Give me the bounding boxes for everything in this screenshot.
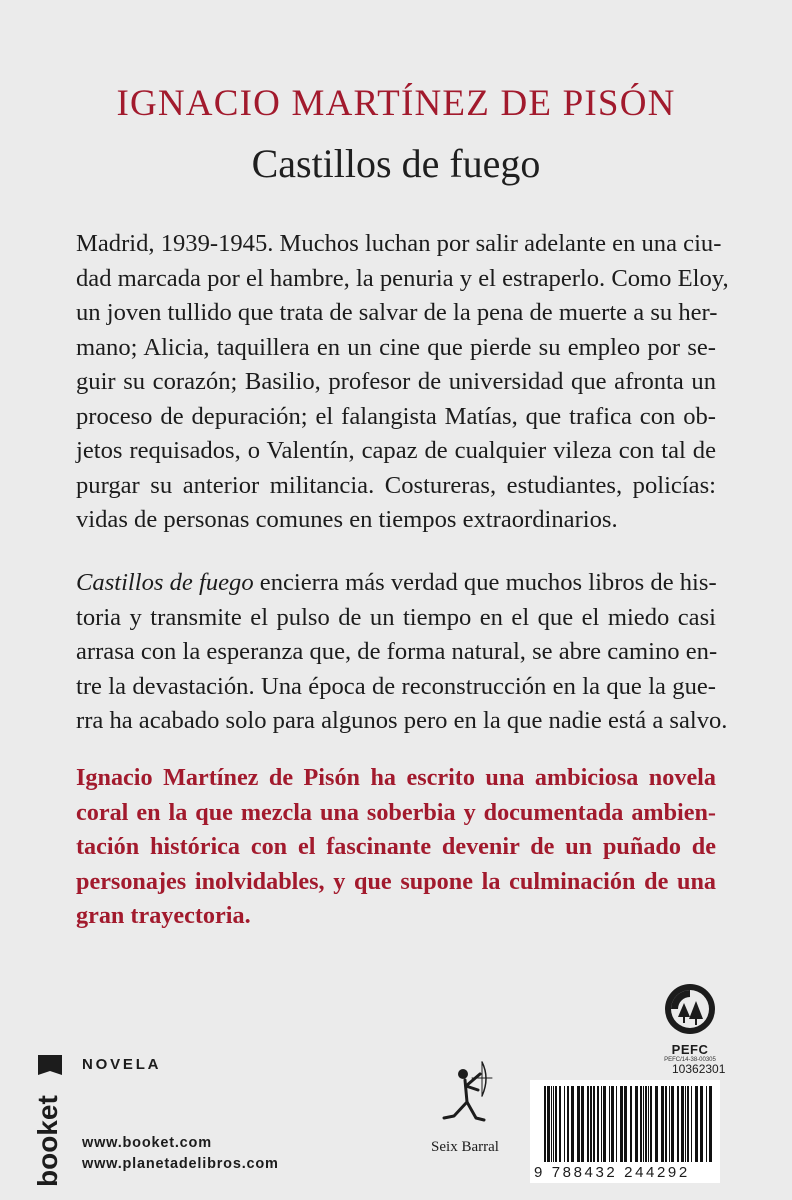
- barcode-bar: [611, 1086, 614, 1162]
- barcode-bar: [571, 1086, 574, 1162]
- barcode-bar: [665, 1086, 667, 1162]
- barcode-bar: [650, 1086, 652, 1162]
- barcode-bar: [620, 1086, 623, 1162]
- book-title: Castillos de fuego: [251, 141, 541, 186]
- barcode-bar: [700, 1086, 703, 1162]
- booket-logo: [28, 1045, 66, 1193]
- barcode-bar: [616, 1086, 617, 1162]
- barcode-bar: [661, 1086, 664, 1162]
- barcode-bar: [635, 1086, 638, 1162]
- synopsis-line: dad marcada por el hambre, la penuria y el estraperlo. Como Eloy,: [76, 264, 729, 292]
- publisher-logo: [410, 1056, 520, 1156]
- barcode-bar: [551, 1086, 552, 1162]
- barcode-bar: [640, 1086, 642, 1162]
- synopsis-line: purgar su anterior militancia. Costureras, estudiantes, policías:: [76, 471, 716, 499]
- highlight-line: tación histórica con el fascinante devenir de un puñado de: [76, 833, 716, 860]
- barcode-bar: [706, 1086, 707, 1162]
- barcode-bar: [590, 1086, 592, 1162]
- barcode-bar: [609, 1086, 610, 1162]
- barcode-bar: [553, 1086, 554, 1162]
- isbn-number: 9 788432 244292: [530, 1163, 720, 1183]
- pefc-icon: [664, 983, 716, 1035]
- review-line: toria y transmite el pulso de un tiempo en el que el miedo casi: [76, 603, 716, 631]
- barcode-bar: [630, 1086, 632, 1162]
- website-url: www.booket.com: [82, 1135, 212, 1151]
- review-line: arrasa con la esperanza que, de forma natural, se abre camino en-: [76, 638, 718, 665]
- pefc-code: PEFC/14-38-00305: [664, 1057, 716, 1063]
- synopsis-paragraph: [76, 227, 729, 538]
- barcode-bar: [685, 1086, 686, 1162]
- barcode-bar: [555, 1086, 557, 1162]
- barcode-bar: [695, 1086, 698, 1162]
- highlight-line: personajes inolvidables, y que supone la culminación de una: [76, 867, 716, 895]
- barcode-bar: [597, 1086, 599, 1162]
- barcode-bar: [544, 1086, 546, 1162]
- barcode-bar: [581, 1086, 584, 1162]
- website-url: www.planetadelibros.com: [82, 1156, 279, 1172]
- barcode-bar: [567, 1086, 569, 1162]
- barcode-bar: [677, 1086, 679, 1162]
- barcode-bar: [643, 1086, 644, 1162]
- review-line-rest: encierra más verdad que muchos libros de his-: [253, 569, 717, 596]
- highlight-paragraph: [76, 761, 716, 934]
- synopsis-line: Madrid, 1939-1945. Muchos luchan por salir adelante en una ciu-: [76, 230, 722, 257]
- isbn-barcode: [530, 1080, 720, 1164]
- barcode-bar: [559, 1086, 561, 1162]
- barcode-bar: [671, 1086, 674, 1162]
- barcode-bar: [709, 1086, 712, 1162]
- pefc-label: PEFC: [671, 1042, 709, 1057]
- synopsis-line: vidas de personas comunes en tiempos extraordinarios.: [76, 506, 618, 533]
- genre-label: NOVELA: [82, 1056, 162, 1073]
- barcode-bar: [577, 1086, 580, 1162]
- review-line: rra ha acabado solo para algunos pero en la que nadie está a salvo.: [76, 707, 728, 734]
- internal-code: 10362301: [672, 1062, 726, 1076]
- website-list: [82, 1133, 279, 1175]
- barcode-bar: [648, 1086, 649, 1162]
- review-line: tre la devastación. Una época de reconstrucción en la que la gue-: [76, 672, 716, 700]
- barcode-bar: [547, 1086, 550, 1162]
- barcode-bar: [687, 1086, 689, 1162]
- highlight-line: Ignacio Martínez de Pisón ha escrito una ambiciosa novela: [76, 764, 716, 791]
- booket-logo-text: booket: [32, 1095, 63, 1187]
- barcode-bar: [564, 1086, 565, 1162]
- review-line: [76, 566, 716, 601]
- synopsis-line: guir su corazón; Basilio, profesor de universidad que afronta un: [76, 368, 716, 395]
- barcode-bar: [587, 1086, 589, 1162]
- barcode-bar: [645, 1086, 647, 1162]
- italic-book-title: Castillos de fuego: [76, 569, 254, 596]
- barcode-bar: [601, 1086, 602, 1162]
- highlight-line: coral en la que mezcla una soberbia y documentada ambien-: [76, 798, 716, 826]
- barcode-bar: [655, 1086, 658, 1162]
- barcode-bar: [593, 1086, 595, 1162]
- synopsis-line: jetos requisados, o Valentín, capaz de cualquier vileza con tal de: [76, 437, 716, 464]
- barcode-bar: [681, 1086, 684, 1162]
- review-paragraph: [76, 566, 728, 739]
- barcode-bars: [530, 1080, 720, 1164]
- author-name: IGNACIO MARTÍNEZ DE PISÓN: [116, 83, 676, 124]
- highlight-line: gran trayectoria.: [76, 902, 251, 929]
- archer-icon: [430, 1056, 500, 1132]
- barcode-bar: [691, 1086, 692, 1162]
- booket-tab-shape: [38, 1055, 62, 1075]
- publisher-name: Seix Barral: [431, 1139, 499, 1155]
- pefc-certification: [660, 983, 720, 1063]
- barcode-bar: [669, 1086, 670, 1162]
- barcode-bar: [603, 1086, 606, 1162]
- synopsis-line: proceso de depuración; el falangista Matías, que trafica con ob-: [76, 402, 716, 430]
- synopsis-line: un joven tullido que trata de salvar de la pena de muerte a su her-: [76, 299, 718, 326]
- barcode-bar: [624, 1086, 627, 1162]
- synopsis-line: mano; Alicia, taquillera en un cine que pierde su empleo por se-: [76, 333, 716, 361]
